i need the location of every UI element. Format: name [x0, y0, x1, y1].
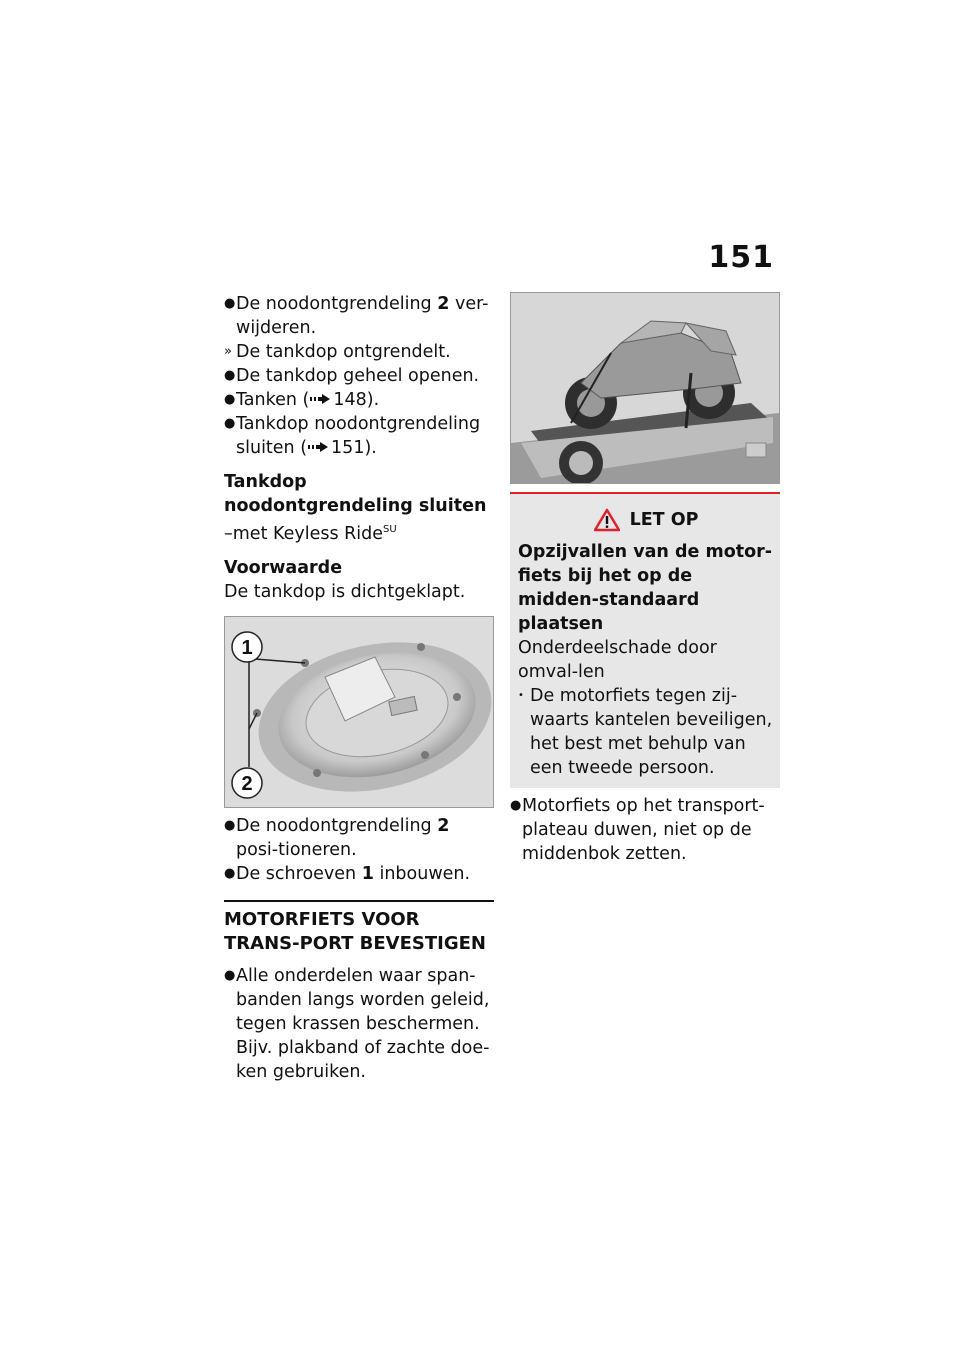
page-number: 151 — [708, 240, 774, 275]
step-install-screws: ● De schroeven 1 inbouwen. — [224, 863, 471, 884]
step-protect-parts: ● Alle onderdelen waar span-banden langs worden geleid, tegen krassen beschermen. Bijv. plakband of zachte doe-ken gebruiken. — [224, 965, 490, 1082]
bullet-icon: ● — [224, 368, 236, 383]
bullet-icon: ● — [224, 817, 236, 833]
page-reference-arrow-icon — [310, 394, 330, 404]
bullet-icon: ● — [510, 798, 522, 813]
result-arrow-icon: » — [224, 344, 232, 359]
bullet-icon: ● — [224, 296, 236, 311]
motorcycle-trailer-drawing — [511, 293, 779, 483]
right-column — [510, 292, 780, 866]
warning-notice — [510, 492, 780, 788]
result-cap-unlocks: » De tankdop ontgrendelt. — [224, 342, 451, 362]
left-column — [224, 292, 494, 1084]
subsection-heading: Tankdop noodontgrendeling sluiten — [224, 472, 487, 516]
bullet-icon: ● — [224, 392, 236, 407]
notice-consequence: Onderdeelschade door omval-len — [518, 638, 717, 682]
condition-heading: Voorwaarde — [224, 557, 343, 578]
step-close-release: ● Tankdop noodontgrendeling sluiten ( 151). — [224, 414, 481, 458]
bullet-icon: • — [518, 690, 524, 701]
option-note: –met Keyless Ride$^{SU}$ — [224, 523, 397, 544]
page-reference-link[interactable]: 148 — [333, 390, 367, 410]
motorcycle-on-trailer-illustration — [510, 292, 780, 484]
fuel-cap-illustration — [224, 616, 494, 808]
step-remove-release: ● De noodontgrendeling 2 ver-wijderen. — [224, 294, 489, 338]
step-position-release: ● De noodontgrendeling 2 posi-tioneren. — [224, 815, 450, 860]
warning-triangle-icon — [594, 508, 620, 532]
figure-label-1: 1 — [241, 636, 253, 659]
bullet-icon: ● — [224, 416, 236, 431]
page-reference-arrow-icon — [308, 442, 328, 452]
bullet-icon: ● — [224, 967, 236, 983]
step-open-cap: ● De tankdop geheel openen. — [224, 366, 480, 386]
step-push-onto-platform: ● Motorfiets op het transport-plateau duwen, niet op de middenbok zetten. — [510, 796, 765, 864]
notice-title: LET OP — [629, 510, 699, 530]
bullet-icon: ● — [224, 865, 236, 881]
step-refuel: ● Tanken ( 148). — [224, 390, 380, 410]
fuel-cap-drawing — [225, 617, 493, 807]
condition-text: De tankdop is dichtgeklapt. — [224, 581, 466, 602]
notice-action: • De motorfiets tegen zij-waarts kantelen beveiligen, het best met behulp van een tweede persoon. — [518, 686, 773, 778]
page-reference-link[interactable]: 151 — [331, 438, 365, 458]
figure-label-2: 2 — [241, 772, 253, 795]
notice-hazard: Opzijvallen van de motor-fiets bij het op de midden-standaard plaatsen — [518, 542, 773, 634]
section-title: MOTORFIETS VOOR TRANS-PORT BEVESTIGEN — [224, 900, 494, 956]
